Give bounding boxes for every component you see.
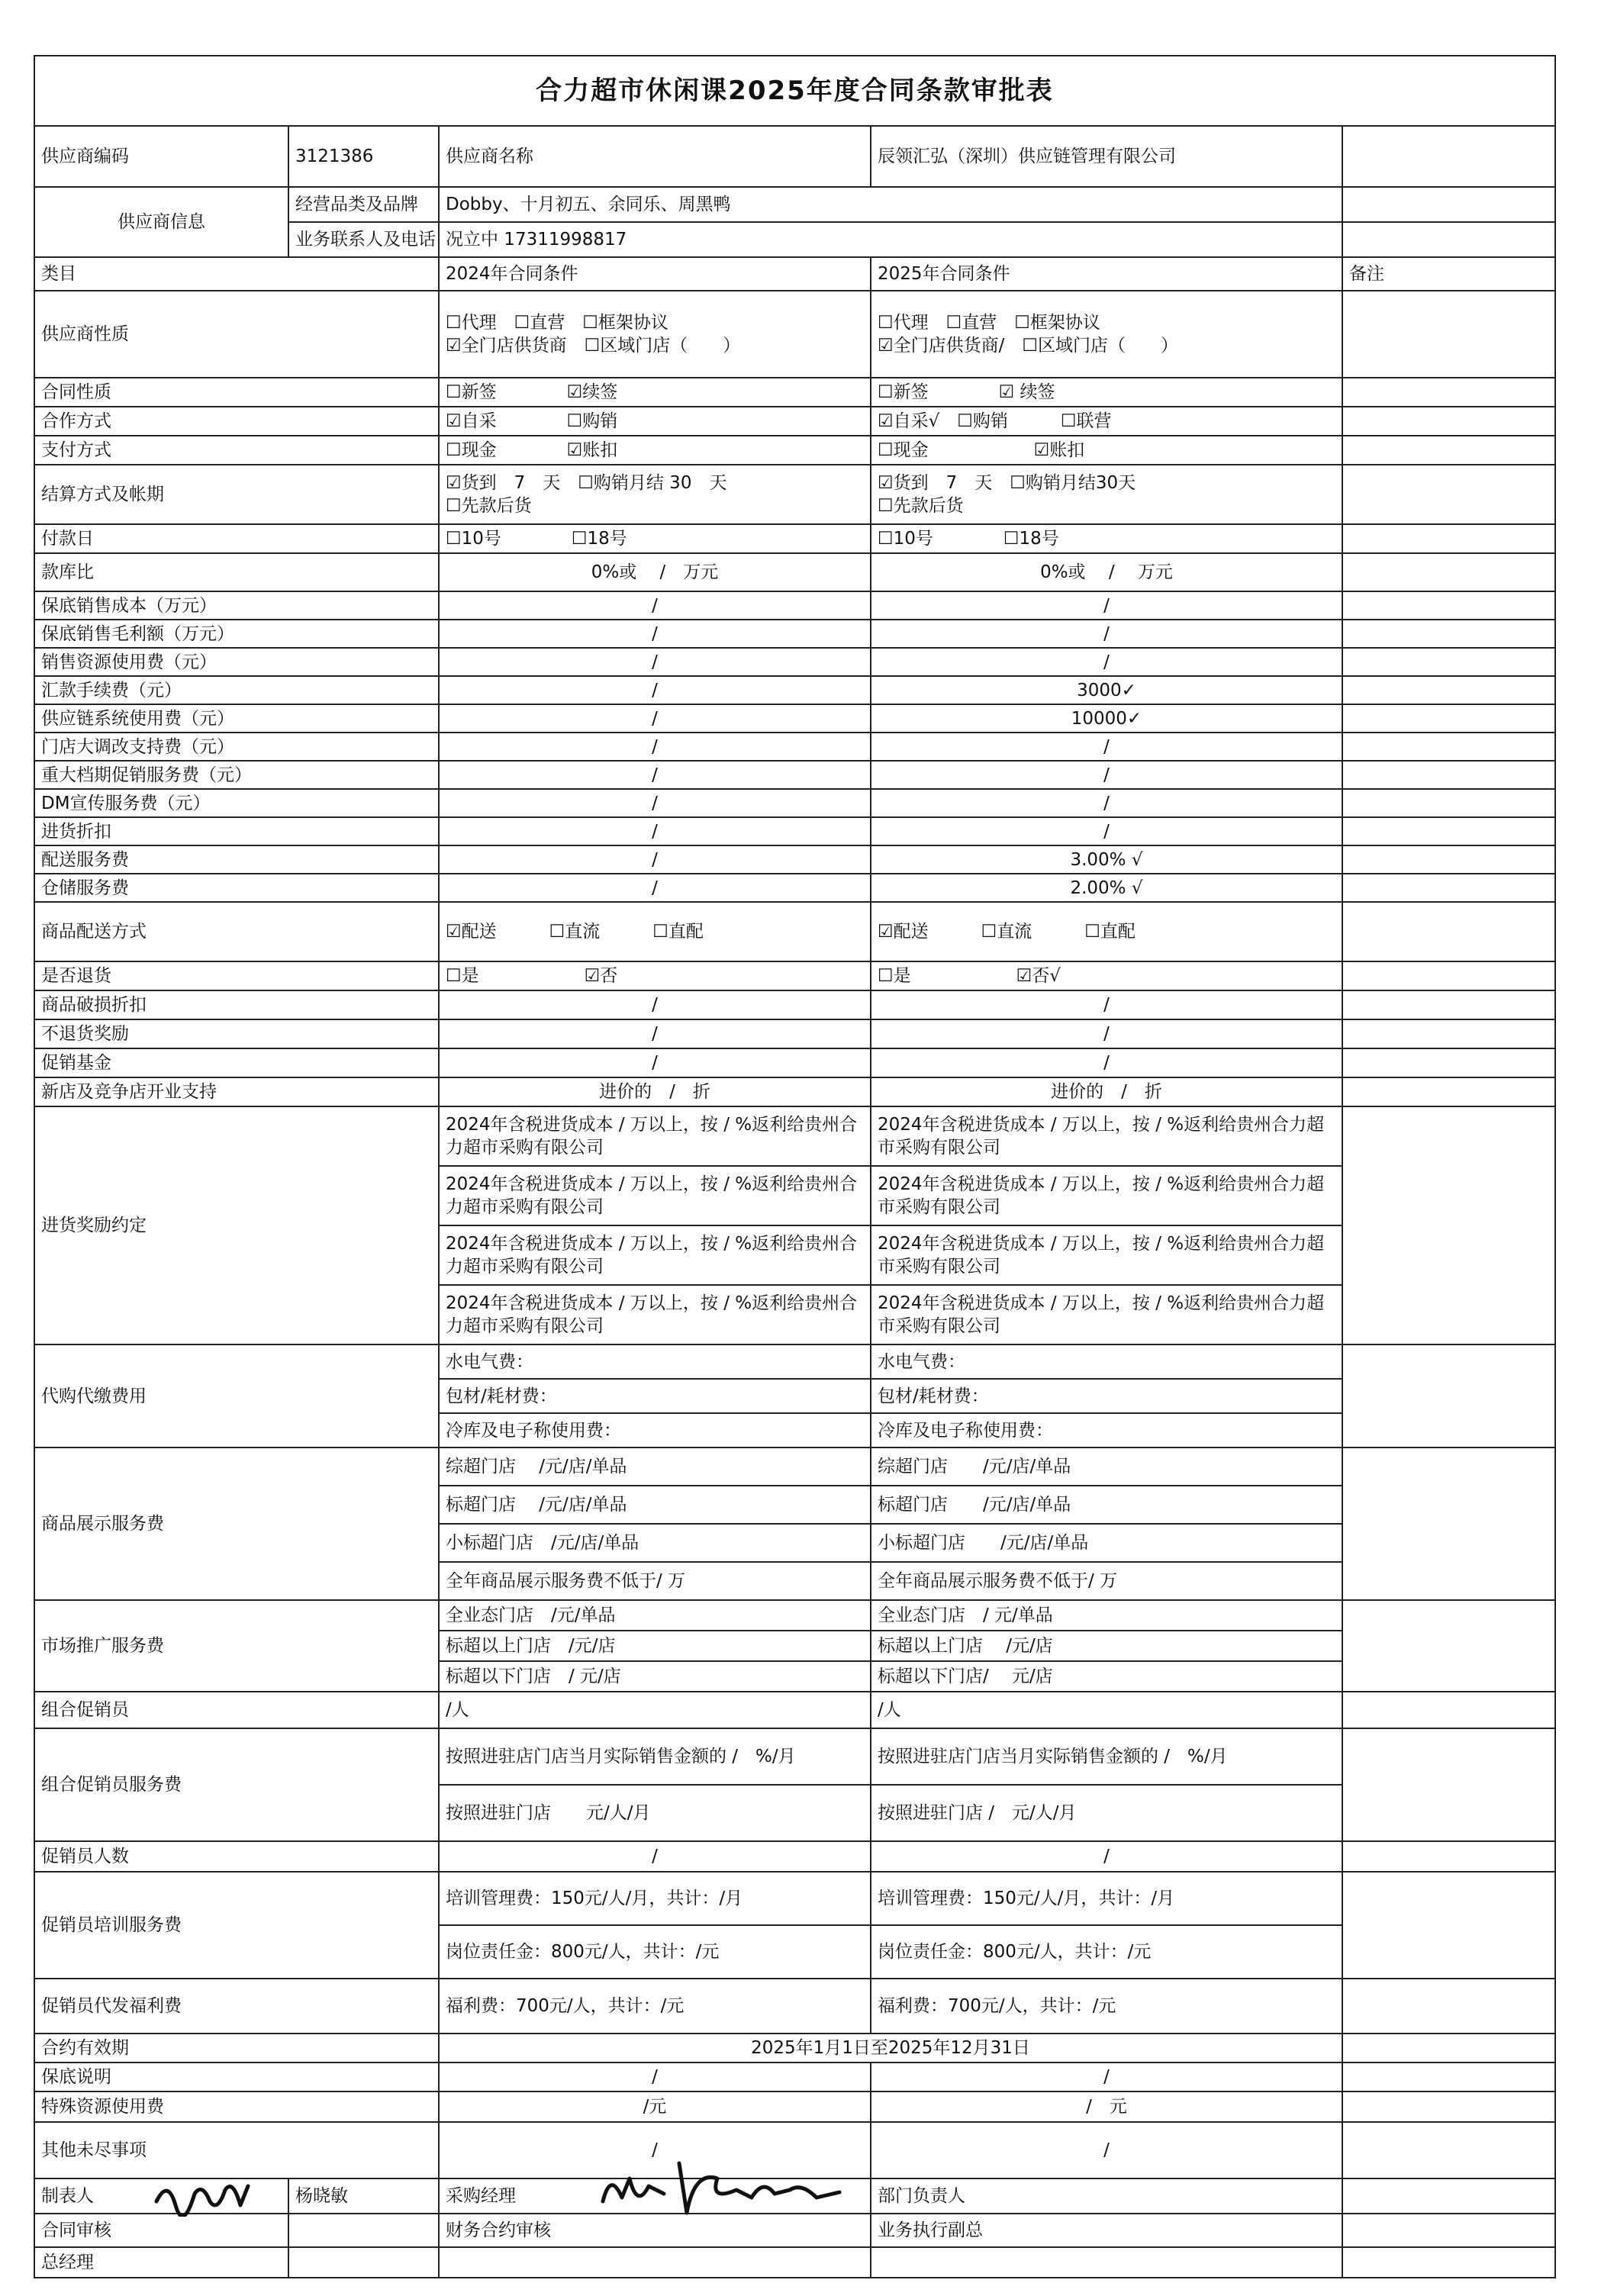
blank-cell [1342, 874, 1555, 902]
vp-label: 业务执行副总 [871, 2214, 1342, 2247]
blank-cell [1342, 990, 1555, 1019]
row-label: 支付方式 [34, 436, 439, 465]
blank-cell [1342, 1979, 1555, 2034]
table-row [34, 1692, 1555, 1728]
blank-cell [1342, 1344, 1555, 1447]
checkbox-line: ☐先款后货 [446, 496, 532, 516]
value-2025: ☐10号 ☐18号 [871, 524, 1342, 553]
value-2024: 标超门店 /元/店/单品 [439, 1486, 871, 1524]
value-2024: 包材/耗材费： [439, 1379, 871, 1413]
row-label: 销售资源使用费（元） [34, 648, 439, 676]
rebate-2025: 2024年含税进货成本 / 万以上，按 / %返利给贵州合力超市采购有限公司 [871, 1225, 1342, 1285]
value-2025: / [871, 2063, 1342, 2092]
preparer-label: 制表人 [34, 2178, 288, 2214]
value-2025: 全业态门店 / 元/单品 [871, 1600, 1342, 1631]
combo-fee-row [34, 1728, 1555, 1785]
rebate-label: 进货奖励约定 [34, 1106, 439, 1344]
row-label: 合作方式 [34, 407, 439, 436]
value-2025: 岗位责任金：800元/人，共计：/元 [871, 1925, 1342, 1979]
general-manager-label: 总经理 [34, 2247, 288, 2278]
row-label: 新店及竞争店开业支持 [34, 1077, 439, 1106]
blank-cell [1342, 1728, 1555, 1841]
value-2025: 水电气费： [871, 1344, 1342, 1379]
row-label: 特殊资源使用费 [34, 2092, 439, 2122]
supplier-info-label: 供应商信息 [34, 187, 288, 257]
table-row [34, 553, 1555, 591]
table-row [34, 1979, 1555, 2034]
blank-cell [1342, 1019, 1555, 1048]
validity-row [34, 2034, 1555, 2063]
blank-cell [1342, 407, 1555, 436]
value-2024: 小标超门店 /元/店/单品 [439, 1524, 871, 1562]
rebate-2025: 2024年含税进货成本 / 万以上，按 / %返利给贵州合力超市采购有限公司 [871, 1166, 1342, 1225]
row-label: 促销员代发福利费 [34, 1979, 439, 2034]
blank-cell [1342, 291, 1555, 378]
rebate-2025: 2024年含税进货成本 / 万以上，按 / %返利给贵州合力超市采购有限公司 [871, 1285, 1342, 1344]
value-2025: / [871, 990, 1342, 1019]
value-2025: ☑配送 ☐直流 ☐直配 [871, 902, 1342, 961]
table-row [34, 1019, 1555, 1048]
supplier-name-value: 辰领汇弘（深圳）供应链管理有限公司 [871, 126, 1342, 187]
blank-cell [1342, 704, 1555, 733]
proxy-fee-row [34, 1344, 1555, 1379]
value-2024: / [439, 817, 871, 845]
table-row [34, 2092, 1555, 2122]
value-2025: / 元 [871, 2092, 1342, 2122]
value-2025: / [871, 1048, 1342, 1077]
title-row [34, 56, 1555, 126]
rebate-2024: 2024年含税进货成本 / 万以上，按 / %返利给贵州合力超市采购有限公司 [439, 1225, 871, 1285]
row-label: 其他未尽事项 [34, 2122, 439, 2178]
row-label: 汇款手续费（元） [34, 676, 439, 704]
finance-review-label: 财务合约审核 [439, 2214, 871, 2247]
value-2025: 综超门店 /元/店/单品 [871, 1447, 1342, 1486]
value-2024: / [439, 2063, 871, 2092]
value-2024: / [439, 874, 871, 902]
combo-fee-label: 组合促销员服务费 [34, 1728, 439, 1841]
blank-cell [1342, 436, 1555, 465]
rebate-2025: 2024年含税进货成本 / 万以上，按 / %返利给贵州合力超市采购有限公司 [871, 1106, 1342, 1166]
value-2024: ☑自采 ☐购销 [439, 407, 871, 436]
value-2024: 0%或 / 万元 [439, 553, 871, 591]
promo-fee-label: 市场推广服务费 [34, 1600, 439, 1692]
table-row [34, 733, 1555, 761]
blank-cell [1342, 222, 1555, 257]
table-row [34, 817, 1555, 845]
training-fee-label: 促销员培训服务费 [34, 1872, 439, 1979]
row-label: 组合促销员 [34, 1692, 439, 1728]
supplier-nature-2024 [439, 291, 871, 378]
row-label: 进货折扣 [34, 817, 439, 845]
value-2025: / [871, 1841, 1342, 1872]
supplier-nature-2025 [871, 291, 1342, 378]
value-2024: / [439, 648, 871, 676]
value-2024: / [439, 2122, 871, 2178]
blank-cell [1342, 2214, 1555, 2247]
table-row [34, 845, 1555, 874]
checkbox-line: ☐代理 ☐直营 ☐框架协议 [446, 313, 668, 333]
blank-cell [1342, 648, 1555, 676]
value-2024: ☐10号 ☐18号 [439, 524, 871, 553]
value-2025: 10000✓ [871, 704, 1342, 733]
blank-cell [1342, 524, 1555, 553]
value-2024: 全业态门店 /元/单品 [439, 1600, 871, 1631]
value-2024: ☐现金 ☑账扣 [439, 436, 871, 465]
table-row [34, 789, 1555, 817]
value-2025: 标超门店 /元/店/单品 [871, 1486, 1342, 1524]
table-row [34, 704, 1555, 733]
value-2025: / [871, 648, 1342, 676]
value-2024: / [439, 704, 871, 733]
value-2025: 标超以下门店/ 元/店 [871, 1661, 1342, 1692]
blank-cell [1342, 126, 1555, 187]
rebate-row [34, 1106, 1555, 1166]
table-row [34, 676, 1555, 704]
supplier-nature-label: 供应商性质 [34, 291, 439, 378]
value-2025: ☐现金 ☑账扣 [871, 436, 1342, 465]
value-2024: / [439, 591, 871, 620]
table-row [34, 648, 1555, 676]
header-2024: 2024年合同条件 [439, 257, 871, 291]
row-label: 重大档期促销服务费（元） [34, 761, 439, 789]
value-2024: 按照进驻门店 元/人/月 [439, 1785, 871, 1841]
value-2024: / [439, 789, 871, 817]
blank-cell [1342, 1077, 1555, 1106]
header-row [34, 257, 1555, 291]
value-2024: / [439, 676, 871, 704]
blank-cell [1342, 1106, 1555, 1344]
value-2025: 标超以上门店 /元/店 [871, 1631, 1342, 1661]
checkbox-line: ☑货到 7 天 ☐购销月结30天 [878, 473, 1136, 493]
value-2025: /人 [871, 1692, 1342, 1728]
supplier-nature-row [34, 291, 1555, 378]
validity-value: 2025年1月1日至2025年12月31日 [439, 2034, 1342, 2063]
value-2024: 进价的 / 折 [439, 1077, 871, 1106]
value-2025: ☑自采√ ☐购销 ☐联营 [871, 407, 1342, 436]
display-fee-label: 商品展示服务费 [34, 1447, 439, 1600]
value-2025: 0%或 / 万元 [871, 553, 1342, 591]
blank-cell [1342, 465, 1555, 524]
value-2024: / [439, 733, 871, 761]
row-label: 保底销售毛利额（万元） [34, 620, 439, 648]
blank-cell [871, 2247, 1342, 2278]
table-row [34, 378, 1555, 407]
value-2024: ☑配送 ☐直流 ☐直配 [439, 902, 871, 961]
value-2025: 冷库及电子称使用费： [871, 1413, 1342, 1447]
blank-cell [1342, 2178, 1555, 2214]
blank-cell [1342, 2034, 1555, 2063]
value-2025: 福利费：700元/人，共计：/元 [871, 1979, 1342, 2034]
blank-cell [1342, 961, 1555, 990]
blank-cell [1342, 2092, 1555, 2122]
category-header: 类目 [34, 257, 439, 291]
supplier-info-row-1 [34, 187, 1555, 222]
value-2025: / [871, 817, 1342, 845]
value-2024: / [439, 1841, 871, 1872]
value-2024: 综超门店 /元/店/单品 [439, 1447, 871, 1486]
contact-label: 业务联系人及电话 [288, 222, 439, 257]
blank-cell [1342, 733, 1555, 761]
blank-cell [1342, 902, 1555, 961]
value-2025: 全年商品展示服务费不低于/ 万 [871, 1562, 1342, 1600]
training-fee-row [34, 1872, 1555, 1925]
blank-cell [1342, 845, 1555, 874]
supplier-code-label: 供应商编码 [34, 126, 288, 187]
value-2025: 按照进驻店门店当月实际销售金额的 / %/月 [871, 1728, 1342, 1785]
dept-head-label: 部门负责人 [871, 2178, 1342, 2214]
row-label: 结算方式及帐期 [34, 465, 439, 524]
category-brand-label: 经营品类及品牌 [288, 187, 439, 222]
row-label: 付款日 [34, 524, 439, 553]
table-row [34, 761, 1555, 789]
row-label: 仓储服务费 [34, 874, 439, 902]
table-row [34, 1841, 1555, 1872]
preparer-name: 杨晓敏 [288, 2178, 439, 2214]
value-2024: / [439, 1048, 871, 1077]
table-row [34, 1048, 1555, 1077]
table-row [34, 407, 1555, 436]
promo-fee-row [34, 1600, 1555, 1631]
blank-cell [1342, 817, 1555, 845]
value-2025: / [871, 1019, 1342, 1048]
value-2024: /元 [439, 2092, 871, 2122]
table-row [34, 620, 1555, 648]
blank-cell [1342, 1600, 1555, 1692]
purchase-manager-label: 采购经理 [439, 2178, 871, 2214]
blank-cell [1342, 378, 1555, 407]
signature-row-3 [34, 2247, 1555, 2278]
table-row [34, 1077, 1555, 1106]
value-2024: / [439, 1019, 871, 1048]
row-label: 促销员人数 [34, 1841, 439, 1872]
value-2025: 3000✓ [871, 676, 1342, 704]
checkbox-line: ☐先款后货 [878, 496, 964, 516]
value-2025: 2.00% √ [871, 874, 1342, 902]
table-row [34, 2063, 1555, 2092]
row-label: 商品配送方式 [34, 902, 439, 961]
value-2024: 按照进驻店门店当月实际销售金额的 / %/月 [439, 1728, 871, 1785]
header-2025: 2025年合同条件 [871, 257, 1342, 291]
row-label: 款库比 [34, 553, 439, 591]
category-brand-value: Dobby、十月初五、余同乐、周黑鸭 [439, 187, 1342, 222]
value-2024: / [439, 620, 871, 648]
value-2025: 按照进驻门店 / 元/人/月 [871, 1785, 1342, 1841]
blank-cell [1342, 187, 1555, 222]
form-title: 合力超市休闲课2025年度合同条款审批表 [34, 56, 1555, 126]
contact-value: 况立中 17311998817 [439, 222, 1342, 257]
value-2025: / [871, 591, 1342, 620]
supplier-name-label: 供应商名称 [439, 126, 871, 187]
display-fee-row [34, 1447, 1555, 1486]
value-2025: / [871, 620, 1342, 648]
row-label: 合约有效期 [34, 2034, 439, 2063]
table-row [34, 436, 1555, 465]
blank-cell [1342, 1872, 1555, 1979]
value-2024: 标超以下门店 / 元/店 [439, 1661, 871, 1692]
rebate-2024: 2024年含税进货成本 / 万以上，按 / %返利给贵州合力超市采购有限公司 [439, 1285, 871, 1344]
checkbox-line: ☑全门店供货商 ☐区域门店（ ） [446, 336, 741, 356]
contract-review-label: 合同审核 [34, 2214, 288, 2247]
row-label: 是否退货 [34, 961, 439, 990]
value-2025: 培训管理费：150元/人/月，共计：/月 [871, 1872, 1342, 1925]
row-label: DM宣传服务费（元） [34, 789, 439, 817]
value-2025: ☐是 ☑否√ [871, 961, 1342, 990]
checkbox-line: ☑全门店供货商/ ☐区域门店（ ） [878, 336, 1178, 356]
proxy-fee-label: 代购代缴费用 [34, 1344, 439, 1447]
value-2025: 包材/耗材费： [871, 1379, 1342, 1413]
row-label: 合同性质 [34, 378, 439, 407]
value-2024: 福利费：700元/人，共计：/元 [439, 1979, 871, 2034]
value-2024: 标超以上门店 /元/店 [439, 1631, 871, 1661]
row-label: 不退货奖励 [34, 1019, 439, 1048]
row-label: 门店大调改支持费（元） [34, 733, 439, 761]
table-row [34, 902, 1555, 961]
value-2025: / [871, 733, 1342, 761]
contract-approval-table [34, 55, 1556, 2278]
row-label: 促销基金 [34, 1048, 439, 1077]
value-2024 [439, 465, 871, 524]
blank-cell [1342, 761, 1555, 789]
blank-cell [1342, 2247, 1555, 2278]
value-2024: 水电气费： [439, 1344, 871, 1379]
value-2025: 进价的 / 折 [871, 1077, 1342, 1106]
value-2024: / [439, 845, 871, 874]
blank-cell [1342, 1692, 1555, 1728]
table-row [34, 524, 1555, 553]
value-2025: / [871, 761, 1342, 789]
rebate-2024: 2024年含税进货成本 / 万以上，按 / %返利给贵州合力超市采购有限公司 [439, 1166, 871, 1225]
table-row [34, 961, 1555, 990]
blank-cell [288, 2214, 439, 2247]
value-2025 [871, 465, 1342, 524]
row-label: 配送服务费 [34, 845, 439, 874]
row-label: 商品破损折扣 [34, 990, 439, 1019]
value-2024: ☐新签 ☑续签 [439, 378, 871, 407]
row-label: 保底销售成本（万元） [34, 591, 439, 620]
settlement-row [34, 465, 1555, 524]
blank-cell [1342, 1447, 1555, 1600]
value-2025: / [871, 789, 1342, 817]
value-2024: 全年商品展示服务费不低于/ 万 [439, 1562, 871, 1600]
value-2025: 3.00% √ [871, 845, 1342, 874]
blank-cell [1342, 2122, 1555, 2178]
value-2024: 岗位责任金：800元/人，共计：/元 [439, 1925, 871, 1979]
blank-cell [1342, 789, 1555, 817]
blank-cell [439, 2247, 871, 2278]
value-2024: 培训管理费：150元/人/月，共计：/月 [439, 1872, 871, 1925]
supplier-code-value: 3121386 [288, 126, 439, 187]
table-row [34, 990, 1555, 1019]
value-2024: 冷库及电子称使用费： [439, 1413, 871, 1447]
table-row [34, 591, 1555, 620]
blank-cell [1342, 591, 1555, 620]
signature-row-2 [34, 2214, 1555, 2247]
blank-cell [1342, 2063, 1555, 2092]
value-2024: /人 [439, 1692, 871, 1728]
value-2025: 小标超门店 /元/店/单品 [871, 1524, 1342, 1562]
preparer-signature [149, 2171, 256, 2217]
row-label: 保底说明 [34, 2063, 439, 2092]
row-label: 供应链系统使用费（元） [34, 704, 439, 733]
blank-cell [1342, 620, 1555, 648]
purchase-manager-signature [595, 2156, 855, 2217]
blank-cell [1342, 553, 1555, 591]
value-2024: / [439, 761, 871, 789]
blank-cell [1342, 676, 1555, 704]
checkbox-line: ☑货到 7 天 ☐购销月结 30 天 [446, 473, 727, 493]
value-2025: / [871, 2122, 1342, 2178]
value-2024: / [439, 990, 871, 1019]
rebate-2024: 2024年含税进货成本 / 万以上，按 / %返利给贵州合力超市采购有限公司 [439, 1106, 871, 1166]
value-2024: ☐是 ☑否 [439, 961, 871, 990]
remarks-header: 备注 [1342, 257, 1555, 291]
blank-cell [1342, 1841, 1555, 1872]
value-2025: ☐新签 ☑ 续签 [871, 378, 1342, 407]
blank-cell [288, 2247, 439, 2278]
blank-cell [1342, 1048, 1555, 1077]
checkbox-line: ☐代理 ☐直营 ☐框架协议 [878, 313, 1100, 333]
table-row [34, 874, 1555, 902]
supplier-code-row [34, 126, 1555, 187]
